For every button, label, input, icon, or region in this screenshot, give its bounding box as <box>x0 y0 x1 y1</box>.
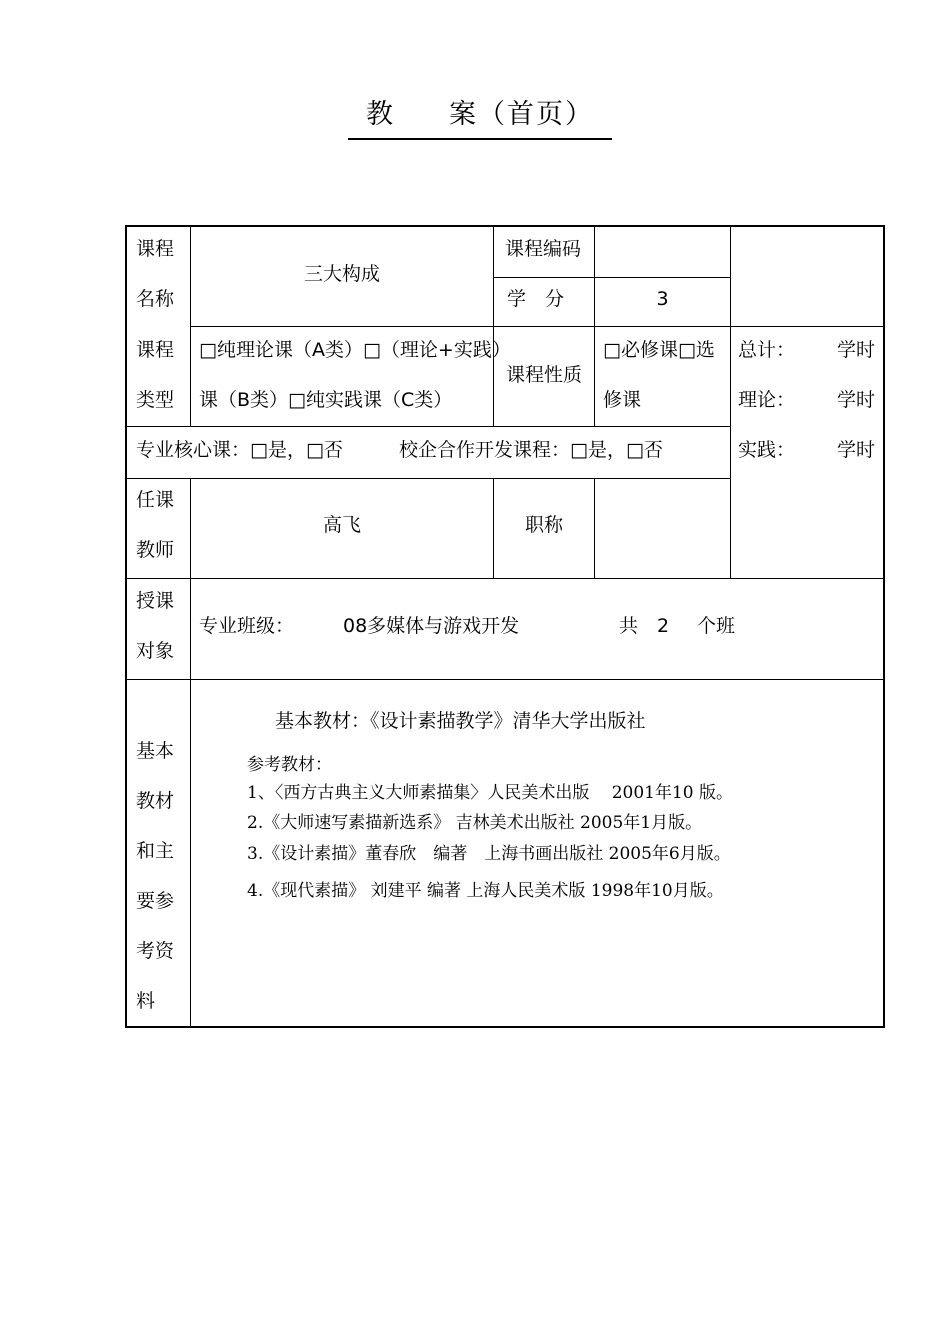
materials-label-3: 和主 <box>136 840 175 862</box>
course-name-label-1: 课程 <box>136 238 175 260</box>
class-value: 08多媒体与游戏开发 <box>343 615 520 637</box>
materials-label-5: 考资 <box>136 940 175 962</box>
course-name-label-2: 名称 <box>136 288 175 310</box>
course-type-options-2: 课（B类）□纯实践课（C类） <box>199 389 453 411</box>
hours-total-label: 总计： <box>738 339 796 361</box>
materials-label-4: 要参 <box>136 890 175 912</box>
class-count-suffix: 个班 <box>697 615 736 637</box>
class-count-prefix: 共 <box>619 615 639 637</box>
credit-value: 3 <box>656 288 669 310</box>
course-code-label: 课程编码 <box>505 238 582 260</box>
course-type-options-1: □纯理论课（A类）□（理论+实践） <box>199 339 511 361</box>
reference-item-3: 3.《设计素描》董春欣 编著 上海书画出版社 2005年6月版。 <box>247 844 731 864</box>
audience-label-2: 对象 <box>136 640 175 662</box>
materials-label-1: 基本 <box>136 740 175 762</box>
class-label: 专业班级： <box>199 615 295 637</box>
audience-label-1: 授课 <box>136 590 175 612</box>
course-nature-options-2: 修课 <box>603 389 642 411</box>
page-title-left: 教 <box>366 99 395 130</box>
reference-item-1: 1、〈西方古典主义大师素描集〉人民美术出版 2001年10 版。 <box>247 783 734 803</box>
materials-label-6: 料 <box>136 990 156 1012</box>
hours-theory-unit: 学时 <box>837 389 876 411</box>
teacher-name: 高飞 <box>322 514 361 536</box>
page-title <box>348 92 612 140</box>
hours-practice-label: 实践： <box>738 439 796 461</box>
course-nature-options-1: □必修课□选 <box>603 339 715 361</box>
core-course: 专业核心课：□是，□否 <box>136 439 343 461</box>
hours-total-unit: 学时 <box>837 339 876 361</box>
course-type-label-1: 课程 <box>136 339 175 361</box>
teacher-label-1: 任课 <box>136 489 175 511</box>
basic-textbook: 基本教材：《设计素描教学》清华大学出版社 <box>275 710 646 732</box>
lesson-plan-table <box>125 225 885 1028</box>
teacher-label-2: 教师 <box>136 539 175 561</box>
reference-heading: 参考教材： <box>247 755 332 775</box>
course-name: 三大构成 <box>303 263 380 285</box>
course-type-label-2: 类型 <box>136 389 175 411</box>
reference-item-2: 2.《大师速写素描新选系》 吉林美术出版社 2005年1月版。 <box>247 813 703 833</box>
reference-item-4: 4.《现代素描》 刘建平 编著 上海人民美术版 1998年10月版。 <box>247 881 724 901</box>
credit-label: 学 分 <box>507 288 565 310</box>
job-title-label: 职称 <box>524 514 563 536</box>
class-count: 2 <box>657 615 670 637</box>
materials-label-2: 教材 <box>136 790 175 812</box>
hours-theory-label: 理论： <box>738 389 796 411</box>
course-nature-label: 课程性质 <box>505 364 582 386</box>
hours-practice-unit: 学时 <box>837 439 876 461</box>
page-title-right: 案（首页） <box>449 99 594 130</box>
coop-course: 校企合作开发课程：□是，□否 <box>399 439 663 461</box>
